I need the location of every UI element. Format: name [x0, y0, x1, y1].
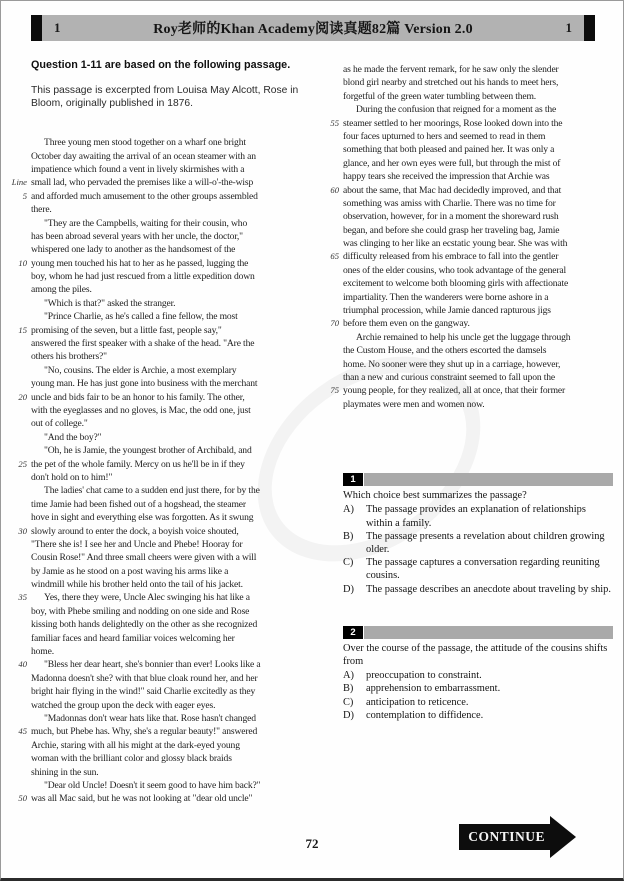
line-text: boy, whom he had just rescued from a little expedition down — [31, 271, 255, 283]
line-text: During the confusion that reigned for a moment as the — [356, 104, 557, 116]
line-text: Archie remained to help his uncle get the luggage through — [356, 331, 571, 343]
line-text: forgetful of the green water tumbling between them. — [343, 90, 537, 102]
continue-button-label: CONTINUE — [459, 824, 551, 850]
passage-line — [7, 297, 313, 310]
line-text: The ladies' chat came to a sudden end just there, for by the — [44, 485, 260, 497]
answer-option-text: contemplation to diffidence. — [366, 709, 484, 721]
line-text: Archie, staring with all his might at the dark-eyed young — [31, 739, 240, 751]
answer-option-label: B) — [343, 530, 354, 542]
passage-line — [7, 150, 313, 163]
answer-option — [343, 583, 613, 596]
passage-line — [7, 310, 313, 323]
passage-line — [7, 337, 313, 350]
question-1-header — [343, 473, 613, 486]
header-right-cap — [584, 15, 595, 41]
answer-option-text: The passage captures a conversation regarding reuniting cousins. — [366, 557, 600, 582]
passage-line — [7, 565, 313, 578]
line-text: excitement to welcome both blooming girls with affectionate — [343, 278, 569, 290]
line-text: young man. He has just gone into business with the merchant — [31, 378, 258, 390]
passage-line — [7, 283, 313, 296]
header-bar — [31, 15, 595, 41]
passage-line — [7, 270, 313, 283]
line-text: kissing both hands delightedly on the other as she recognized — [31, 619, 258, 631]
line-text: answered the first speaker with a shake of the head. "Are the — [31, 338, 255, 350]
line-text: young people, for they realized, all at once, that their former — [343, 385, 566, 397]
passage-line — [7, 752, 313, 765]
line-text: glance, and her own eyes were full, but through the mist of — [343, 157, 561, 169]
line-text: shining in the sun. — [31, 766, 99, 778]
passage-line — [319, 143, 613, 156]
answer-option-text: anticipation to reticence. — [366, 696, 469, 708]
passage-line — [7, 230, 313, 243]
answer-option — [343, 709, 613, 722]
question-1-stem: Which choice best summarizes the passage? — [343, 490, 527, 502]
line-text: October day awaiting the arrival of an ocean steamer with an — [31, 150, 256, 162]
line-text: something was amiss with Charlie. There was no time for — [343, 197, 556, 209]
header-left-cap — [31, 15, 42, 41]
passage-line — [7, 498, 313, 511]
passage-line — [319, 344, 613, 357]
line-text: young men touched his hat to her as he passed, lugging the — [31, 257, 249, 269]
answer-option — [343, 556, 613, 582]
line-text: whispered one lady to another as the handsomest of the — [31, 244, 236, 256]
passage-line — [7, 591, 313, 604]
line-text: "No, cousins. The elder is Archie, a most exemplary — [44, 364, 237, 376]
question-2-number-badge: 2 — [343, 626, 363, 639]
passage-line — [7, 324, 313, 337]
header-right-section-number: 1 — [565, 20, 572, 35]
answer-option-text: The passage describes an anecdote about traveling by ship. — [366, 583, 611, 595]
passage-line — [7, 404, 313, 417]
line-text: was clinging to her like an ecstatic young bear. She was with — [343, 238, 568, 250]
line-text: Yes, there they were, Uncle Alec swinging his hat like a — [44, 592, 250, 604]
answer-option — [343, 503, 613, 529]
line-text: don't hold on to him!" — [31, 471, 113, 483]
line-text: than a new and curious constraint seemed to fall upon the — [343, 371, 556, 383]
passage-line — [319, 157, 613, 170]
passage-line — [7, 672, 313, 685]
passage-line — [7, 217, 313, 230]
line-text: promising of the seven, but a little fast, people say," — [31, 324, 222, 336]
line-text: ones of the elder cousins, who took advantage of the general — [343, 264, 567, 276]
passage-line — [319, 117, 613, 130]
line-text: "And the boy?" — [44, 431, 102, 443]
passage-line — [319, 398, 613, 411]
header-left-section-number: 1 — [54, 20, 61, 35]
passage-line — [7, 779, 313, 792]
passage-line — [319, 210, 613, 223]
page-number: 72 — [305, 836, 319, 851]
line-text: "There she is! I see her and Uncle and Phebe! Hooray for — [31, 538, 243, 550]
passage-line — [319, 63, 613, 76]
passage-line — [319, 331, 613, 344]
line-text: home. No sooner were they shut up in a carriage, however, — [343, 358, 561, 370]
answer-option-label: D) — [343, 583, 354, 595]
line-text: impatience which found a vent in lively skirmishes with a — [31, 163, 245, 175]
passage-line — [7, 618, 313, 631]
line-number: 5 — [22, 190, 27, 201]
passage-line — [7, 658, 313, 671]
passage-line — [319, 90, 613, 103]
passage-left — [7, 136, 313, 806]
passage-source-note: This passage is excerpted from Louisa May Alcott, Rose in Bloom, originally published in 1876. — [31, 85, 299, 109]
line-text: familiar faces and heard familiar voices welcoming her — [31, 632, 235, 644]
line-number: 55 — [330, 117, 339, 128]
line-text: observation, however, for in a moment the shoreward rush — [343, 211, 559, 223]
line-text: "Madonnas don't wear hats like that. Rose hasn't changed — [44, 712, 256, 724]
line-text: windmill while his brother held onto the tail of his jacket. — [31, 579, 243, 591]
passage-line — [7, 645, 313, 658]
passage-line — [319, 103, 613, 116]
passage-line — [319, 250, 613, 263]
line-number: Line — [11, 177, 27, 188]
line-text: happy tears she received the impression that Archie was — [343, 171, 550, 183]
passage-line — [7, 257, 313, 270]
line-text: "They are the Campbells, waiting for their cousin, who — [44, 217, 248, 229]
line-text: uncle and bids fair to be an honor to his family. The other, — [31, 391, 245, 403]
passage-line — [7, 471, 313, 484]
line-text: there. — [31, 204, 52, 216]
line-text: woman with the brilliant color and glossy black braids — [31, 753, 232, 765]
question-1 — [343, 473, 613, 596]
passage-line — [7, 350, 313, 363]
passage-line — [319, 358, 613, 371]
line-number: 45 — [18, 726, 27, 737]
passage-line — [7, 739, 313, 752]
line-number: 20 — [18, 391, 27, 402]
line-text: among the piles. — [31, 284, 92, 296]
passage-line — [7, 203, 313, 216]
question-1-header-bar — [364, 473, 613, 486]
answer-option-label: C) — [343, 557, 354, 569]
line-text: something that both pleased and pained her. It was only a — [343, 144, 555, 156]
passage-line — [319, 224, 613, 237]
passage-line — [319, 130, 613, 143]
passage-line — [319, 237, 613, 250]
line-number: 60 — [330, 184, 339, 195]
line-text: "Bless her dear heart, she's bonnier than ever! Looks like a — [44, 659, 261, 671]
passage-line — [7, 712, 313, 725]
question-2 — [343, 626, 613, 722]
page-title: Roy老师的Khan Academy阅读真题82篇 Version 2.0 — [153, 22, 473, 37]
line-text: time Jamie had been fished out of a hogshead, the steamer — [31, 498, 246, 510]
line-text: playmates were men and women now. — [343, 398, 485, 410]
line-text: triumphal procession, while Jamie danced rapturous jigs — [343, 305, 551, 317]
answer-option — [343, 669, 613, 682]
passage-line — [7, 458, 313, 471]
line-number: 35 — [18, 592, 27, 603]
line-number: 15 — [18, 324, 27, 335]
line-text: impartiality. Then the wanderers were borne ashore in a — [343, 291, 549, 303]
line-text: much, but Phebe has. Why, she's a regular beauty!" answered — [31, 726, 258, 738]
passage-line — [7, 578, 313, 591]
line-text: watched the group upon the deck with eager eyes. — [31, 699, 216, 711]
left-column — [7, 59, 313, 806]
line-text: hove in sight and everything else was forgotten. As it swung — [31, 512, 254, 524]
line-text: "Which is that?" asked the stranger. — [44, 297, 176, 309]
question-2-stem: Over the course of the passage, the attitude of the cousins shifts from — [343, 642, 608, 667]
line-number: 70 — [330, 318, 339, 329]
question-2-header-bar — [364, 626, 613, 639]
line-text: about the same, that Mac had decidedly improved, and that — [343, 184, 562, 196]
answer-option — [343, 682, 613, 695]
passage-line — [7, 699, 313, 712]
passage-line — [319, 277, 613, 290]
line-number: 50 — [18, 793, 27, 804]
passage-line — [7, 444, 313, 457]
line-text: began, and before she could grasp her traveling bag, Jamie — [343, 224, 560, 236]
passage-line — [319, 371, 613, 384]
passage-line — [319, 264, 613, 277]
line-text: bright hair flying in the wind!" said Charlie excitedly as they — [31, 686, 256, 698]
line-number: 25 — [18, 458, 27, 469]
line-text: steamer settled to her moorings, Rose looked down into the — [343, 117, 563, 129]
passage-line — [7, 766, 313, 779]
line-text: has been abroad several years with her uncle, the doctor," — [31, 230, 243, 242]
line-text: and afforded much amusement to the other groups assembled — [31, 190, 258, 202]
line-text: Cousin Rose!" And three small cheers were given with a will — [31, 552, 257, 564]
question-2-options — [343, 669, 613, 722]
answer-option-label: B) — [343, 683, 354, 695]
passage-line — [319, 170, 613, 183]
passage-line — [7, 685, 313, 698]
question-2-header — [343, 626, 613, 639]
passage-line — [7, 243, 313, 256]
passage-line — [7, 538, 313, 551]
line-text: as he made the fervent remark, for he saw only the slender — [343, 64, 559, 75]
line-text: "Dear old Uncle! Doesn't it seem good to have him back?" — [44, 779, 261, 791]
line-text: by Jamie as he stood on a post waving his arms like a — [31, 565, 229, 577]
right-column — [319, 63, 613, 722]
line-text: others his brothers?" — [31, 351, 107, 363]
line-text: four faces upturned to hers and seemed to read in them — [343, 130, 546, 142]
line-number: 30 — [18, 525, 27, 536]
passage-line — [7, 551, 313, 564]
passage-line — [7, 605, 313, 618]
passage-line — [7, 792, 313, 805]
line-text: small lad, who pervaded the premises like a will-o'-the-wisp — [31, 177, 254, 189]
passage-line — [7, 176, 313, 189]
line-text: was all Mac said, but he was not looking at "dear old uncle" — [31, 793, 253, 805]
line-text: before them even on the gangway. — [343, 318, 470, 330]
continue-button[interactable] — [459, 816, 576, 858]
passage-directions: Question 1-11 are based on the following passage. — [31, 59, 291, 71]
passage-line — [319, 184, 613, 197]
passage-line — [7, 391, 313, 404]
line-number: 40 — [18, 659, 27, 670]
line-number: 65 — [330, 251, 339, 262]
passage-line — [7, 190, 313, 203]
line-number: 10 — [18, 257, 27, 268]
line-text: the pet of the whole family. Mercy on us he'll be in if they — [31, 458, 245, 470]
line-text: blond girl nearby and stretched out his hands to meet hers, — [343, 77, 559, 89]
passage-line — [7, 431, 313, 444]
passage-right — [319, 63, 613, 411]
passage-line — [319, 317, 613, 330]
answer-option-text: preoccupation to constraint. — [366, 670, 482, 682]
line-text: home. — [31, 646, 54, 658]
passage-line — [319, 304, 613, 317]
passage-line — [7, 632, 313, 645]
line-text: with the eyeglasses and no gloves, is Mac, the odd one, just — [31, 405, 251, 416]
answer-option — [343, 530, 613, 556]
question-1-options — [343, 503, 613, 595]
answer-option-text: The passage presents a revelation about children growing older. — [366, 530, 605, 555]
line-text: out of college." — [31, 418, 88, 430]
passage-line — [319, 76, 613, 89]
passage-line — [7, 377, 313, 390]
line-text: difficulty released from his embrace to fall into the gentler — [343, 251, 559, 263]
line-text: the Custom House, and the others escorted the damsels — [343, 345, 547, 357]
passage-line — [7, 136, 313, 149]
line-text: boy, with Phebe smiling and nodding on one side and Rose — [31, 605, 250, 617]
passage-line — [7, 163, 313, 176]
line-text: Three young men stood together on a wharf one bright — [44, 137, 246, 149]
passage-line — [319, 197, 613, 210]
answer-option — [343, 696, 613, 709]
passage-line — [7, 511, 313, 524]
line-number: 75 — [330, 385, 339, 396]
question-1-number-badge: 1 — [343, 473, 363, 486]
passage-line — [319, 384, 613, 397]
line-text: "Oh, he is Jamie, the youngest brother of Archibald, and — [44, 445, 252, 457]
line-text: Madonna doesn't she? with that blue cloak round her, and her — [31, 672, 258, 684]
passage-line — [319, 291, 613, 304]
line-text: slowly around to enter the dock, a boyish voice shouted, — [31, 525, 239, 537]
continue-arrow-icon — [550, 816, 576, 858]
passage-line — [7, 725, 313, 738]
line-text: "Prince Charlie, as he's called a fine fellow, the most — [44, 311, 238, 323]
passage-line — [7, 364, 313, 377]
answer-option-label: D) — [343, 709, 354, 721]
passage-line — [7, 525, 313, 538]
answer-option-label: A) — [343, 504, 354, 516]
answer-option-label: C) — [343, 696, 354, 708]
passage-line — [7, 484, 313, 497]
answer-option-label: A) — [343, 670, 354, 682]
answer-option-text: The passage provides an explanation of relationships within a family. — [366, 504, 586, 529]
passage-line — [7, 417, 313, 430]
answer-option-text: apprehension to embarrassment. — [366, 683, 501, 695]
